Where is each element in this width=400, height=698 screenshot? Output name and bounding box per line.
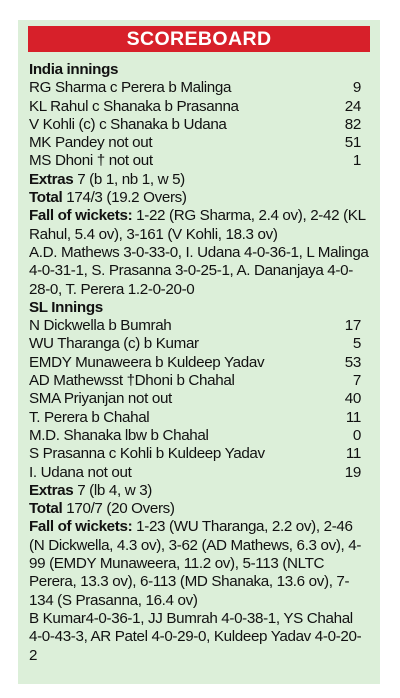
batsman-runs: 5: [352, 335, 361, 353]
scoreboard-card: [18, 20, 380, 684]
batsman-runs: 53: [344, 353, 361, 371]
batsman-runs: 40: [344, 390, 361, 408]
batting-row: [29, 79, 369, 97]
batsman-dismissal: M.D. Shanaka lbw b Chahal: [29, 426, 209, 444]
batsman-runs: 82: [344, 115, 361, 133]
sl-bowling-figures: B Kumar4-0-36-1, JJ Bumrah 4-0-38-1, YS Chahal 4-0-43-3, AR Patel 4-0-29-0, Kuldeep Yadav 4-0-20-2: [29, 609, 362, 664]
extras-value: 7 (lb 4, w 3): [73, 481, 153, 499]
batting-row: [29, 372, 369, 390]
batting-row: [29, 390, 369, 408]
batsman-dismissal: MS Dhoni † not out: [29, 152, 153, 170]
batsman-runs: 0: [352, 426, 361, 444]
fow-value: 1-23 (WU Tharanga, 2.2 ov), 2-46 (N Dickwella, 4.3 ov), 3-62 (AD Mathews, 6.3 ov), 4-99 (EMDY Munaweera, 11.2 ov), 5-113 (NLTC Perera, 13.3 ov), 6-113 (MD Shanaka, 13.6 ov), 7-134 (S Prasanna, 16.4 ov): [29, 518, 362, 609]
batting-row: [29, 464, 369, 482]
batting-row: [29, 409, 369, 427]
batsman-dismissal: MK Pandey not out: [29, 134, 153, 152]
extras-value: 7 (b 1, nb 1, w 5): [73, 170, 185, 188]
scoreboard-title: SCOREBOARD: [28, 26, 370, 52]
batsman-runs: 51: [344, 134, 361, 152]
batsman-dismissal: AD Mathewsst †Dhoni b Chahal: [29, 372, 235, 390]
batsman-dismissal: T. Perera b Chahal: [29, 408, 150, 426]
scoreboard-content: [29, 61, 369, 665]
total-value: 170/7 (20 Overs): [62, 500, 175, 518]
batsman-runs: 1: [352, 152, 361, 170]
batsman-dismissal: SMA Priyanjan not out: [29, 390, 172, 408]
fow-label: Fall of wickets:: [29, 207, 133, 225]
sl-batting-list: [29, 317, 369, 482]
fow-label: Fall of wickets:: [29, 518, 133, 536]
batting-row: [29, 335, 369, 353]
batting-row: [29, 98, 369, 116]
batsman-runs: 11: [345, 445, 361, 463]
batting-row: [29, 116, 369, 134]
batsman-runs: 24: [344, 97, 361, 115]
batting-row: [29, 354, 369, 372]
fow-value: 1-22 (RG Sharma, 2.4 ov), 2-42 (KL Rahul, 5.4 ov), 3-161 (V Kohli, 18.3 ov): [29, 207, 366, 243]
batting-row: [29, 317, 369, 335]
extras-label: Extras: [29, 481, 74, 499]
batsman-dismissal: V Kohli (c) c Shanaka b Udana: [29, 115, 227, 133]
batsman-dismissal: KL Rahul c Shanaka b Prasanna: [29, 97, 239, 115]
india-fall-of-wickets: [29, 207, 369, 244]
batsman-dismissal: I. Udana not out: [29, 463, 132, 481]
batsman-dismissal: N Dickwella b Bumrah: [29, 317, 172, 335]
batting-row: [29, 445, 369, 463]
india-innings-heading: India innings: [29, 61, 119, 78]
sl-fall-of-wickets: [29, 518, 369, 609]
batsman-runs: 9: [352, 79, 361, 97]
total-label: Total: [29, 189, 63, 207]
batting-row: [29, 152, 369, 170]
total-value: 174/3 (19.2 Overs): [62, 189, 187, 207]
batsman-runs: 11: [345, 408, 361, 426]
sl-innings-heading: SL Innings: [29, 298, 103, 316]
batsman-runs: 19: [344, 463, 361, 481]
batsman-dismissal: S Prasanna c Kohli b Kuldeep Yadav: [29, 445, 265, 463]
sl-extras: [29, 482, 369, 500]
extras-label: Extras: [29, 170, 74, 188]
batting-row: [29, 427, 369, 445]
total-label: Total: [29, 500, 63, 518]
india-extras: [29, 171, 369, 189]
india-bowling-figures: A.D. Mathews 3-0-33-0, I. Udana 4-0-36-1, L Malinga 4-0-31-1, S. Prasanna 3-0-25-1, A. Dananjaya 4-0-28-0, T. Perera 1.2-0-20-0: [29, 243, 369, 298]
sl-total: [29, 500, 369, 518]
batsman-dismissal: RG Sharma c Perera b Malinga: [29, 79, 232, 97]
batsman-runs: 7: [352, 372, 361, 390]
india-batting-list: [29, 79, 369, 170]
batting-row: [29, 134, 369, 152]
batsman-runs: 17: [344, 317, 361, 335]
india-total: [29, 189, 369, 207]
batsman-dismissal: EMDY Munaweera b Kuldeep Yadav: [29, 353, 265, 371]
batsman-dismissal: WU Tharanga (c) b Kumar: [29, 335, 199, 353]
